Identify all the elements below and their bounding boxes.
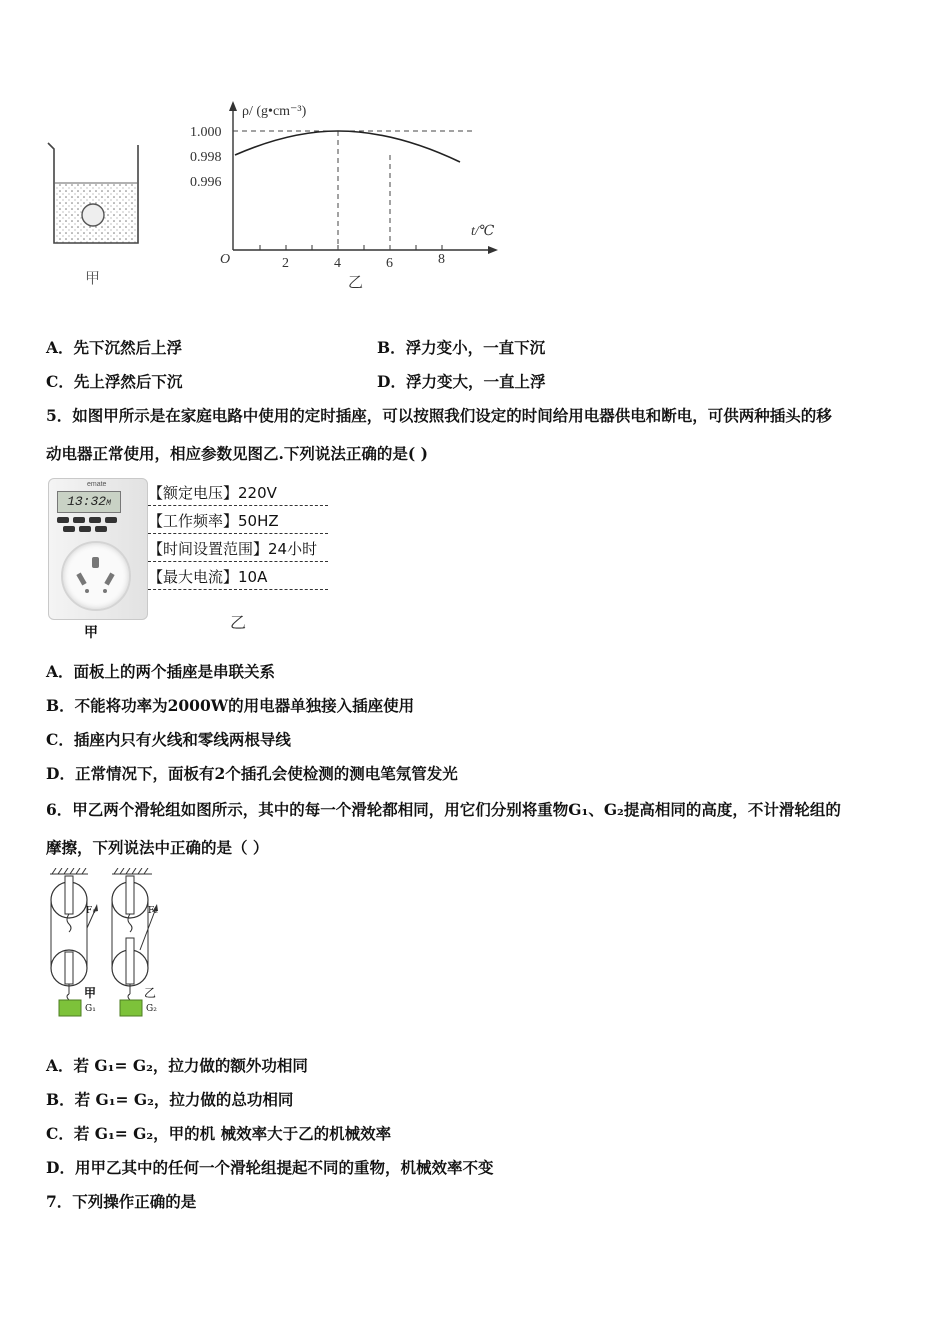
xtick-8: 8 [438,252,445,267]
timer-button-1[interactable] [57,517,69,523]
q4-option-c: C．先上浮然后下沉 [46,372,183,391]
outlet-hole-left [76,573,86,586]
label-jia: 甲 [84,986,97,1000]
ball-icon [82,204,104,226]
ytick-0998: 0.998 [190,150,222,165]
q6-option-b: B．若 G₁= G₂，拉力做的总功相同 [46,1090,294,1109]
q5-option-b: B．不能将功率为2000W的用电器单独接入插座使用 [46,696,415,715]
param-max-current: 【最大电流】10A [148,566,328,590]
weight-g2 [120,1000,142,1016]
label-f1: F₁ [86,906,96,916]
timer-display-unit: M [106,499,111,508]
density-chart-svg [180,95,510,295]
label-g1: G₁ [85,1004,96,1014]
xtick-6: 6 [386,256,393,271]
q6-option-d: D．用甲乙其中的任何一个滑轮组提起不同的重物，机械效率不变 [46,1158,494,1177]
density-curve [235,131,460,162]
q7-stem: 7．下列操作正确的是 [46,1192,197,1211]
brand-label: emate [87,481,107,488]
timer-display [57,491,121,513]
outlet-hole-top [92,557,99,568]
label-yi: 乙 [144,986,157,1000]
outlet-hole-bottom-right [103,589,107,593]
q6-option-a: A．若 G₁= G₂，拉力做的额外功相同 [46,1056,308,1075]
label-f2: F₂ [148,906,158,916]
beaker-figure [40,135,150,295]
outlet-face [61,541,131,611]
beaker-caption: 甲 [85,269,101,287]
param-list [148,482,330,632]
q4-option-d: D．浮力变大，一直上浮 [377,372,546,391]
q6-stem-line1: 6．甲乙两个滑轮组如图所示，其中的每一个滑轮都相同，用它们分别将重物G₁、G₂提高相同的高度，不计滑轮组的 [46,800,841,819]
ytick-1000: 1.000 [190,125,222,140]
x-axis-label: t/℃ [471,224,495,239]
outlet-hole-bottom-left [85,589,89,593]
label-g2: G₂ [146,1004,157,1014]
q5-stem-line1: 5．如图甲所示是在家庭电路中使用的定时插座，可以按照我们设定的时间给用电器供电和断电，可供两种插头的移 [46,406,832,425]
q6-stem-line2: 摩擦，下列说法中正确的是（ ） [46,838,269,857]
q4-option-b: B．浮力变小，一直下沉 [377,338,546,357]
timer-button-4[interactable] [105,517,117,523]
timer-button-6[interactable] [79,526,91,532]
q5-stem-line2: 动电器正常使用，相应参数见图乙.下列说法正确的是( ) [46,444,428,463]
timer-display-time: 13:32 [67,494,107,509]
param-time-range: 【时间设置范围】24小时 [148,538,328,562]
timer-button-3[interactable] [89,517,101,523]
q6-option-c: C．若 G₁= G₂，甲的机 械效率大于乙的机械效率 [46,1124,392,1143]
timer-socket-body [48,478,148,620]
origin-label: O [220,252,231,267]
timer-socket-figure [46,476,156,641]
pulley-figure-svg [40,868,180,1024]
timer-socket-caption: 甲 [84,625,98,641]
xtick-4: 4 [334,256,341,271]
q4-option-a: A．先下沉然后上浮 [46,338,183,357]
weight-g1 [59,1000,81,1016]
param-frequency: 【工作频率】50HZ [148,510,328,534]
ytick-0996: 0.996 [190,175,222,190]
density-chart [180,95,510,295]
timer-button-5[interactable] [63,526,75,532]
density-chart-caption: 乙 [348,275,364,291]
y-axis-label: ρ/ (g•cm⁻³) [242,104,307,119]
outlet-hole-right [104,573,114,586]
x-axis-arrow-icon [488,246,498,254]
xtick-2: 2 [282,256,289,271]
timer-button-2[interactable] [73,517,85,523]
pulley-figure [40,868,180,1024]
y-axis-arrow-icon [229,101,237,111]
param-caption: 乙 [230,613,247,632]
timer-button-row [57,517,127,533]
q5-option-a: A．面板上的两个插座是串联关系 [46,662,276,681]
param-rated-voltage: 【额定电压】220V [148,482,328,506]
timer-button-7[interactable] [95,526,107,532]
q5-option-c: C．插座内只有火线和零线两根导线 [46,730,291,749]
q5-option-d: D．正常情况下，面板有2个插孔会使检测的测电笔氖管发光 [46,764,458,783]
